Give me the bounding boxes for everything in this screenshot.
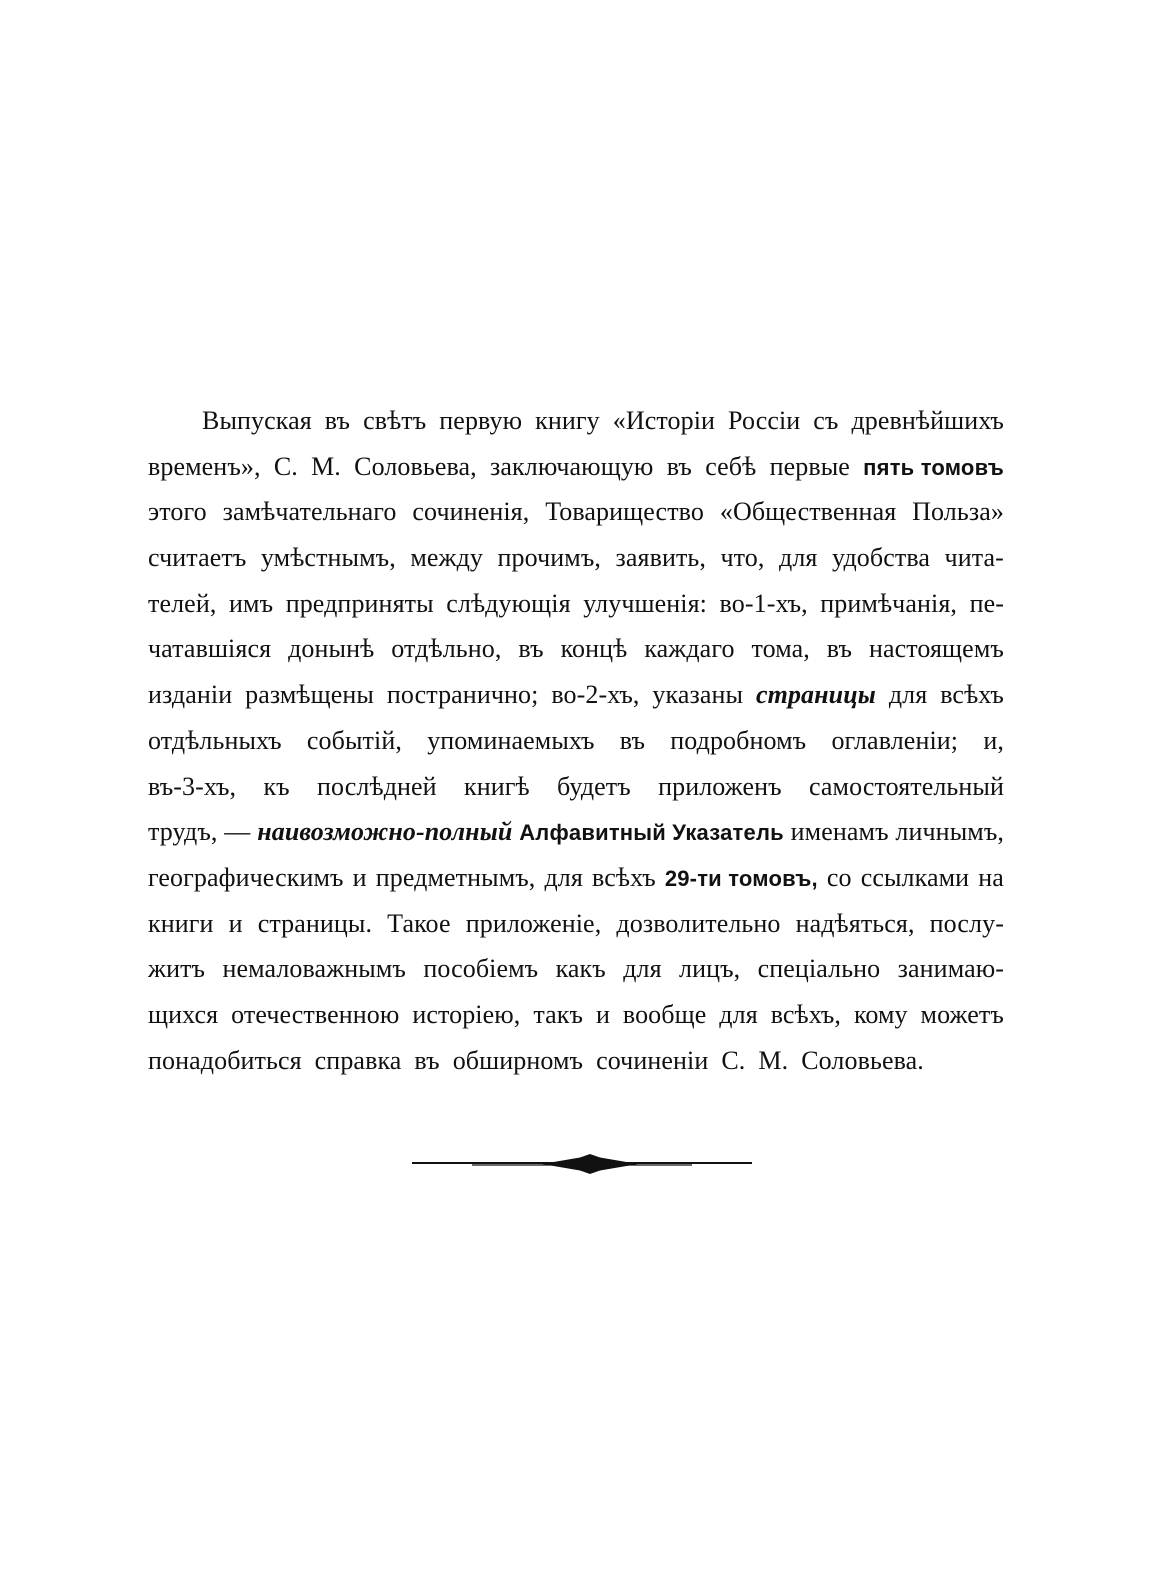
word: такъ [533,999,584,1029]
word: для [544,862,583,892]
word: со [826,862,852,892]
word: отдѣльныхъ [148,725,282,755]
word: Выпуская [202,406,312,435]
word: С. [721,1045,746,1075]
word: къ [263,771,290,801]
word: первые [769,451,850,481]
word: занимаю- [897,954,1004,984]
text-line [148,581,1004,627]
word: надѣяться, [795,908,915,938]
text-line [148,855,1004,901]
word: удобства [832,543,930,573]
word: прочимъ, [497,543,601,573]
word: самостоятельный [808,771,1004,801]
word: во-2-хъ, [551,680,640,710]
word: для [779,543,818,573]
word: какъ [555,954,606,984]
text-line [148,992,1004,1038]
word: на [978,862,1004,892]
word: съ [813,406,839,435]
text-line [148,718,1004,764]
text-line [148,764,1004,810]
word: этого [148,497,207,527]
word: С. [273,451,298,481]
word: Соловьева, [354,451,477,481]
word: приложенъ [658,771,782,801]
word: для [719,999,758,1029]
word: и [228,908,243,938]
word: кому [853,999,908,1029]
word: понадобиться [148,1045,302,1075]
word: вообще [622,999,707,1029]
word: и [352,862,367,892]
word: сочиненія, [412,497,530,527]
text-line [148,444,1004,490]
word: въ [826,634,853,664]
text-line [148,535,1004,581]
word: будетъ [557,771,631,801]
word: и [595,999,610,1029]
word: настоящемъ [868,634,1004,664]
word: улучшенія: [583,588,707,618]
word: — [224,817,251,847]
word: можетъ [920,999,1004,1029]
word: и, [983,725,1004,755]
word: имъ [229,588,274,618]
text-line [148,1038,1004,1084]
word: послу- [929,908,1004,938]
word: между [410,543,484,573]
word: древнѣйшихъ [851,406,1004,435]
word: трудъ, [148,817,218,847]
word: заключающую [490,451,654,481]
text-line [148,489,1004,535]
word: всѣхъ [592,862,656,892]
word: географическимъ [148,862,344,892]
word: въ [619,725,646,755]
word: всѣхъ, [770,999,842,1029]
word: слѣдующія [446,588,571,618]
word: отечественною [231,999,400,1029]
word: справка [314,1045,402,1075]
word: первую [439,406,523,435]
word: тома, [751,634,810,664]
word: всѣхъ [940,680,1004,710]
diamond-rule-ornament-icon [412,1152,752,1176]
word: Соловьева. [801,1045,924,1075]
word: житъ [148,954,206,984]
text-line [148,626,1004,672]
word: исторіею, [412,999,521,1029]
bold-emphasis-word: пять томовъ [863,454,1004,480]
word: щихся [148,999,219,1029]
italic-emphasis-word: страницы [755,680,876,710]
word: упоминаемыхъ [427,725,595,755]
bold-emphasis-word: 29-ти томовъ, [664,865,818,891]
word: въ [518,634,544,664]
word: въ [666,451,692,481]
word: чатавшіяся [148,634,272,664]
word: предприняты [285,588,434,618]
word: свѣтъ [363,406,427,435]
word: послѣдней [317,771,437,801]
word: заявить, [615,543,706,573]
word: личнымъ, [895,817,1004,847]
word: для [888,680,928,710]
word: чита- [944,543,1004,573]
word: Россіи [728,406,801,435]
word: примѣчанія, [820,588,957,618]
word: именамъ [790,817,889,847]
word: отдѣльно, [391,634,502,664]
word: въ [324,406,351,435]
word: въ-3-хъ, [148,771,237,801]
word: указаны [652,680,744,710]
word: концѣ [560,634,628,664]
word: умѣстнымъ, [260,543,396,573]
word: постранично; [386,680,539,710]
word: подробномъ [670,725,807,755]
word: страницы. [257,908,373,938]
word: приложеніе, [465,908,602,938]
word: сочиненіи [596,1045,709,1075]
word: считаетъ [148,543,247,573]
word: донынѣ [288,634,375,664]
word: Товарищество [545,497,704,527]
italic-emphasis-word: наивозможно-полный [257,817,513,847]
word: книгу [535,406,600,435]
text-line [148,946,1004,992]
word: М. [758,1045,789,1075]
bold-emphasis-word: Алфавитный Указатель [519,820,784,846]
text-line [148,901,1004,947]
word: себѣ [705,451,757,481]
word: лицъ, [679,954,741,984]
word: «Исторіи [612,406,716,435]
word: книги [148,908,214,938]
word: замѣчательнаго [222,497,397,527]
word: пособіемъ [423,954,539,984]
word: немаловажнымъ [222,954,406,984]
word: Такое [387,908,451,938]
word: обширномъ [452,1045,584,1075]
word: оглавленіи; [831,725,959,755]
word: въ [414,1045,440,1075]
word: предметнымъ, [375,862,536,892]
word: дозволительно [616,908,781,938]
word: М. [311,451,341,481]
word: телей, [148,588,217,618]
word: «Общественная [719,497,897,527]
text-line [148,672,1004,718]
word: ссылками [860,862,970,892]
word: пе- [969,588,1004,618]
word: изданіи [148,680,233,710]
word: что, [720,543,765,573]
word: размѣщены [245,680,374,710]
body-paragraph [148,398,1004,1083]
word: во-1-хъ, [719,588,808,618]
word: временъ», [148,451,261,481]
word: для [623,954,662,984]
word: событій, [306,725,402,755]
text-line [148,398,1004,444]
word: книгѣ [463,771,530,801]
text-line [148,809,1004,855]
word: каждаго [644,634,735,664]
word: спеціально [757,954,881,984]
word: Польза» [912,497,1004,527]
